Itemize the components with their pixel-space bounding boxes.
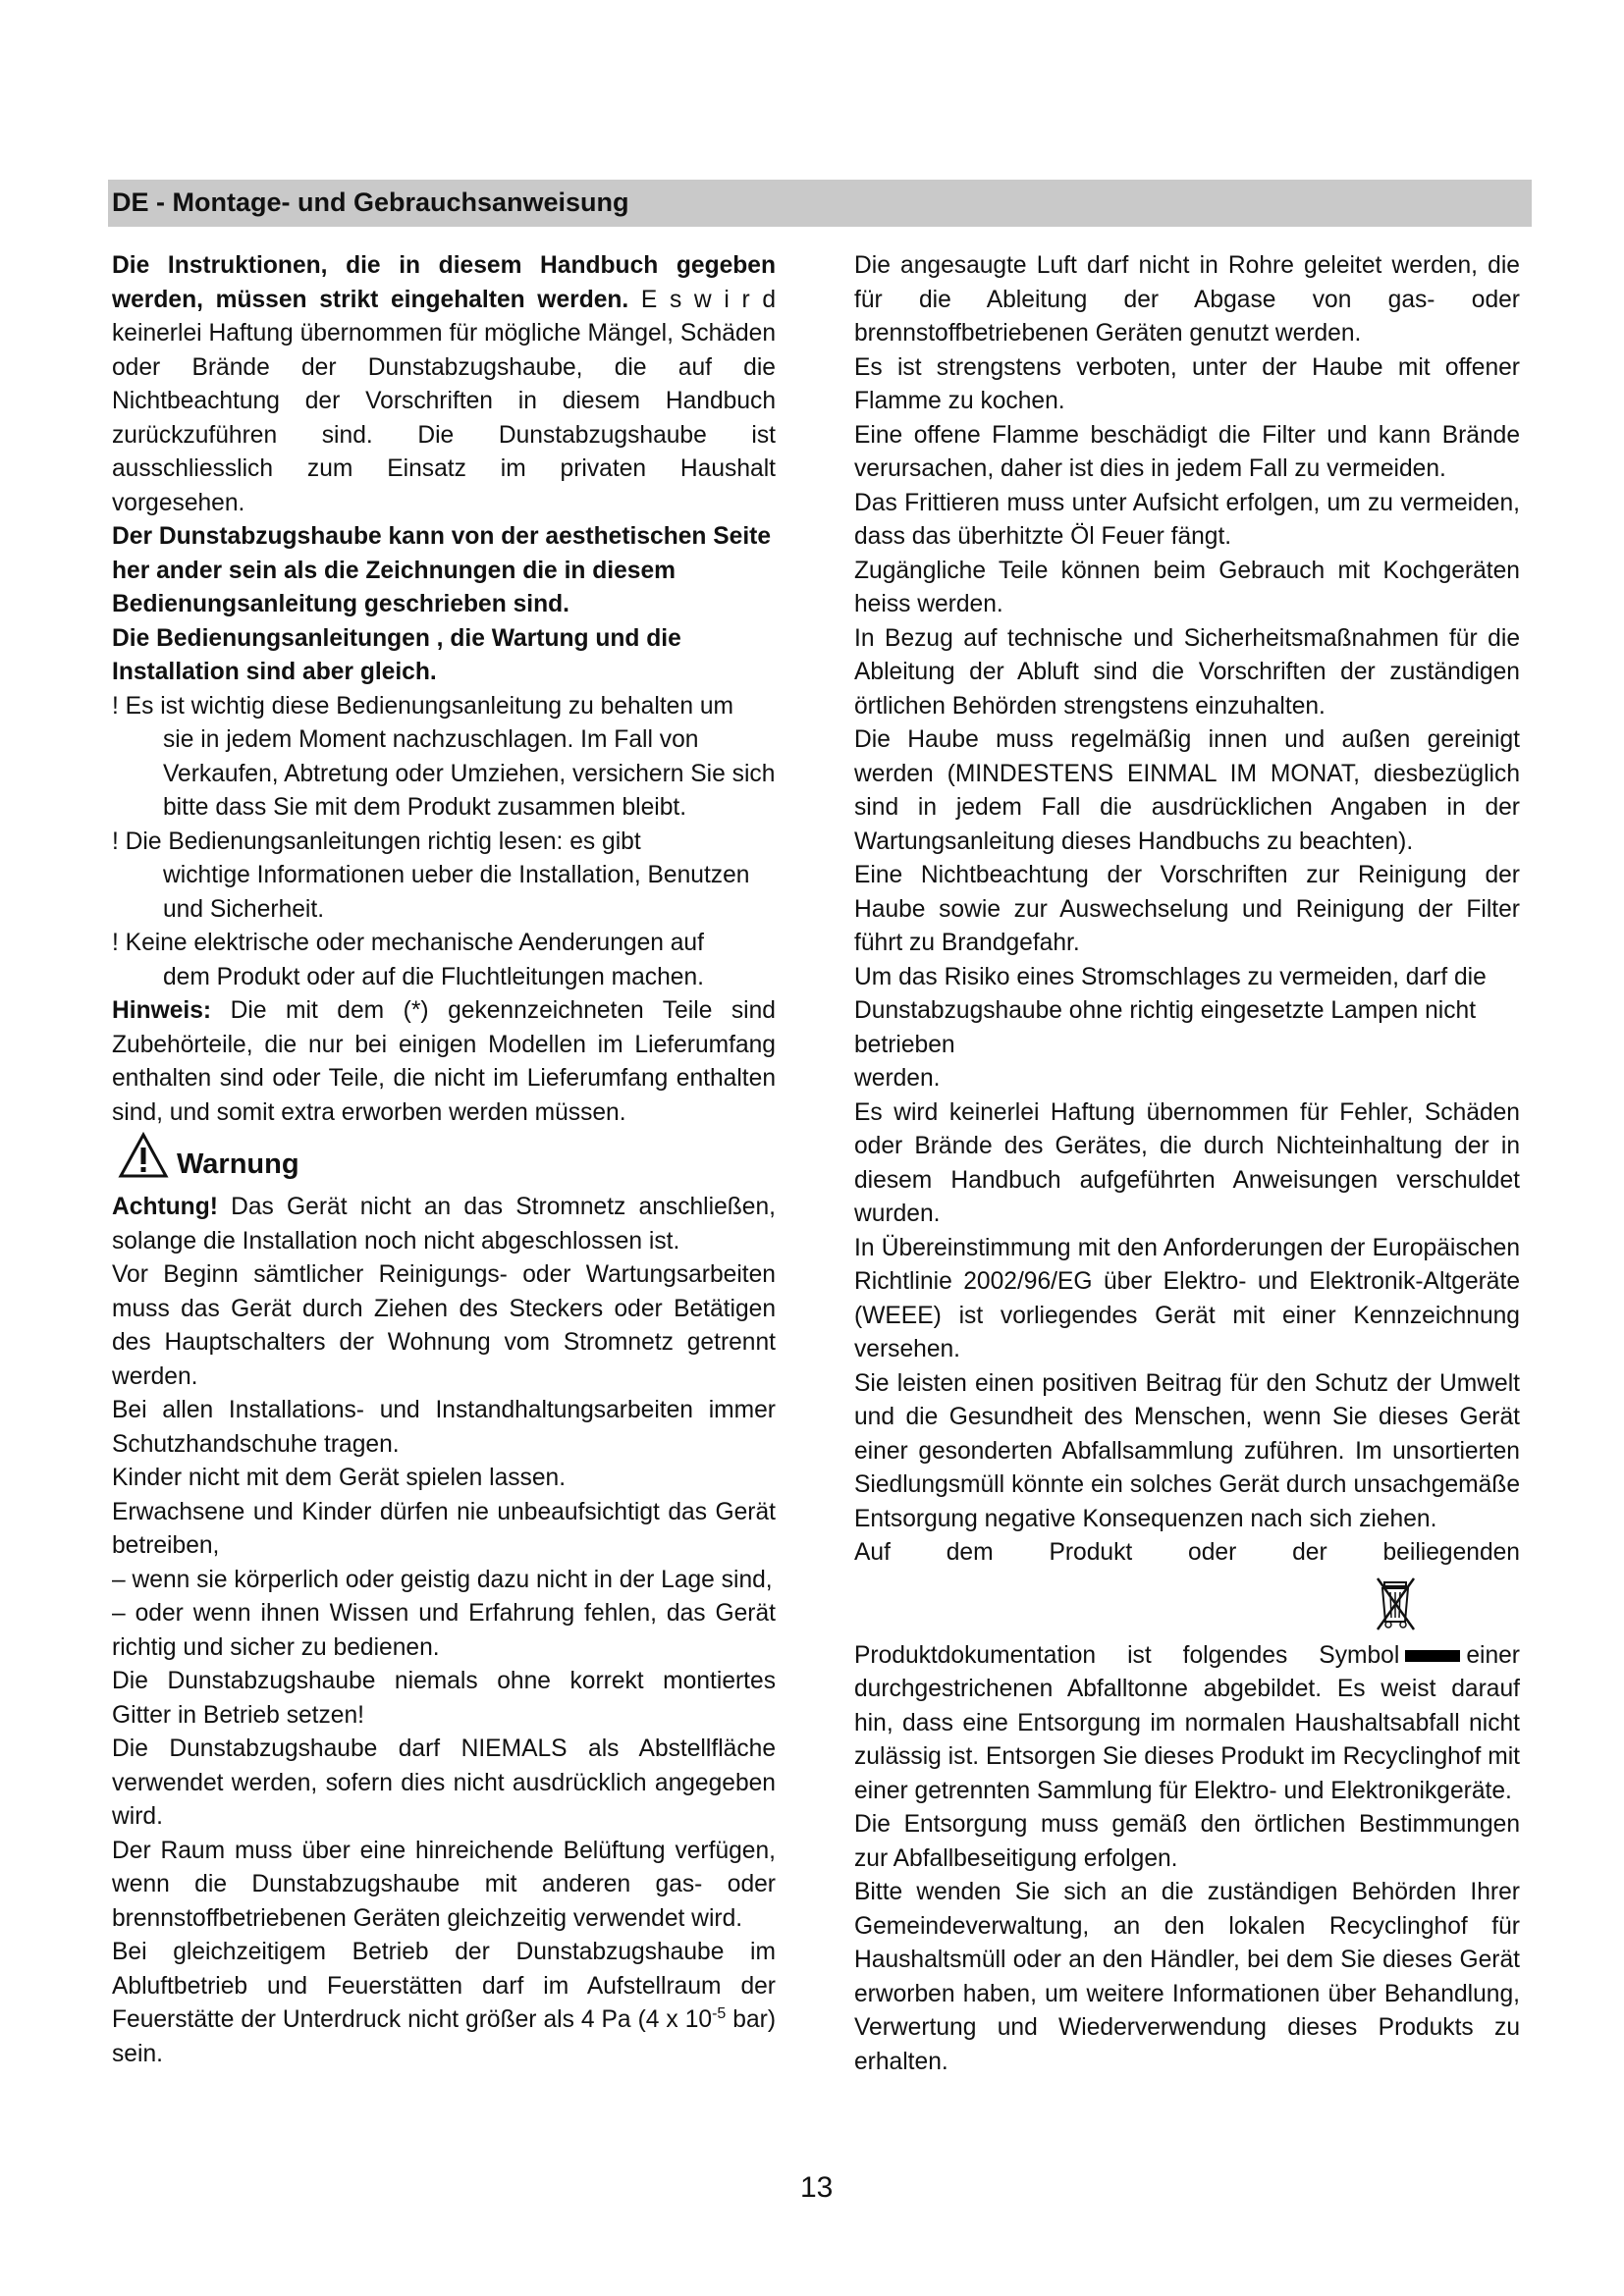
intro-rest: E s w i r d keinerlei Haftung übernommen für mögliche Mängel, Schäden oder Brände der Dunstabzugshaube, die auf die Nichtbeachtung der Vorschriften in diesem Handbuch zurückzuführen sind. Die Dunstabzugshaube ist ausschliesslich zum Einsatz im privaten Haushalt vorgesehen. [112, 286, 776, 516]
bullet-text: dem Produkt oder auf die Fluchtleitungen machen. [163, 963, 704, 990]
bullet-no-modifications [112, 927, 776, 994]
section-header [108, 180, 1532, 227]
environment-paragraph: Sie leisten einen positiven Beitrag für den Schutz der Umwelt und die Gesundheit des Menschen, wenn Sie dieses Gerät einer gesonderten Abfallsammlung zuführen. Im unsortierten Siedlungsmüll könnte ein solches Gerät durch unsachgemäße Entsorgung negative Konsequenzen nach sich ziehen. [854, 1369, 1520, 1532]
symbol-text-a: Produktdokumentation ist folgendes Symbol [854, 1641, 1400, 1669]
symbol-paragraph [854, 1639, 1520, 1809]
note-appearance: Der Dunstabzugshaube kann von der aesthetischen Seite her ander sein als die Zeichnungen die in diesem Bedienungsanleitung geschrieben sind. [112, 523, 772, 617]
regulations-paragraph: In Bezug auf technische und Sicherheitsmaßnahmen für die Ableitung der Abluft sind die Vorschriften der zuständigen örtlichen Behörden strengstens einzuhalten. [854, 624, 1520, 720]
symbol-intro: Auf dem Produkt oder der beiliegenden [854, 1539, 1520, 1566]
intro-bold: Die Instruktionen, die in diesem Handbuch gegeben werden, müssen strikt eingehalten werden. [112, 252, 776, 313]
contact-paragraph: Bitte wenden Sie sich an die zuständigen Behörden Ihrer Gemeindeverwaltung, an den lokalen Recyclinghof für Haushaltsmüll oder an den Händler, bei dem Sie dieses Gerät erworben haben, um weitere Informationen über Behandlung, Verwertung und Wiederverwendung dieses Produkts zu erhalten. [854, 1879, 1520, 2075]
flame-paragraph: Es ist strengstens verboten, unter der Haube mit offener Flamme zu kochen. [854, 353, 1520, 414]
warning-triangle-icon [118, 1132, 169, 1179]
section-title: DE - Montage- und Gebrauchsanweisung [112, 187, 629, 217]
air-paragraph: Die angesaugte Luft darf nicht in Rohre geleitet werden, die für die Ableitung der Abgase von gas- oder brennstoffbetriebenen Geräten genutzt werden. [854, 252, 1520, 347]
disposal-paragraph: Die Entsorgung muss gemäß den örtlichen Bestimmungen zur Abfallbeseitigung erfolgen. [854, 1811, 1520, 1872]
achtung-paragraph [112, 1191, 776, 1258]
surface-paragraph: Die Dunstabzugshaube darf NIEMALS als Abstellfläche verwendet werden, sofern dies nicht ausdrücklich angegeben wird. [112, 1735, 776, 1830]
pressure-exponent: -5 [712, 2004, 727, 2022]
hinweis-paragraph [112, 994, 776, 1130]
accessible-parts-paragraph: Zugängliche Teile können beim Gebrauch mit Kochgeräten heiss werden. [854, 557, 1520, 617]
bullet-text: ! Keine elektrische oder mechanische Aenderungen auf [112, 930, 704, 956]
shock-paragraph: Um das Risiko eines Stromschlages zu vermeiden, darf die Dunstabzugshaube ohne richtig eingesetzte Lampen nicht betrieben [854, 963, 1487, 1058]
bullet-keep-manual [112, 690, 776, 826]
crossed-out-bin-icon [1375, 1573, 1418, 1633]
pressure-paragraph [112, 1936, 776, 2071]
pressure-text-a: Bei gleichzeitigem Betrieb der Dunstabzugshaube im Abluftbetrieb und Feuerstätten darf im Aufstellraum der Feuerstätte der Unterdruck nicht größer als 4 Pa (4 x 10 [112, 1939, 776, 2033]
cleaning-paragraph: Vor Beginn sämtlicher Reinigungs- oder Wartungsarbeiten muss das Gerät durch Ziehen des Steckers oder Betätigen des Hauptschalters der Wohnung vom Stromnetz getrennt werden. [112, 1261, 776, 1390]
achtung-label: Achtung! [112, 1194, 218, 1220]
grid-paragraph: Die Dunstabzugshaube niemals ohne korrekt montiertes Gitter in Betrieb setzen! [112, 1668, 776, 1729]
shock-paragraph-end: werden. [854, 1065, 941, 1092]
bullet-text: sie in jedem Moment nachzuschlagen. Im Fall von Verkaufen, Abtretung oder Umziehen, versichern Sie sich bitte dass Sie mit dem Produkt zusammen bleibt. [163, 726, 776, 821]
bullet-text: ! Die Bedienungsanleitungen richtig lesen: es gibt [112, 828, 641, 855]
bullet-text: wichtige Informationen ueber die Installation, Benutzen und Sicherheit. [163, 862, 750, 923]
bullet-text: ! Es ist wichtig diese Bedienungsanleitung zu behalten um [112, 692, 734, 720]
weee-paragraph: In Übereinstimmung mit den Anforderungen der Europäischen Richtlinie 2002/96/EG über Elektro- und Elektronik-Altgeräte (WEEE) ist vorliegendes Gerät mit einer Kennzeichnung versehen. [854, 1234, 1520, 1362]
pressure-text-b: bar) sein. [112, 2006, 777, 2067]
black-bar-icon [1405, 1650, 1460, 1662]
right-column [854, 249, 1520, 2079]
bullet-read-manual [112, 826, 776, 928]
weee-symbol-area [854, 1571, 1520, 1639]
liability-paragraph: Es wird keinerlei Haftung übernommen für Fehler, Schäden oder Brände des Gerätes, die durch Nichteinhaltung der in diesem Handbuch aufgeführten Anweisungen verschuldet wurden. [854, 1098, 1520, 1227]
gloves-paragraph: Bei allen Installations- und Instandhaltungsarbeiten immer Schutzhandschuhe tragen. [112, 1397, 776, 1458]
frying-paragraph: Das Frittieren muss unter Aufsicht erfolgen, um zu vermeiden, dass das überhitzte Öl Feuer fängt. [854, 489, 1520, 550]
filter-paragraph: Eine offene Flamme beschädigt die Filter und kann Brände verursachen, daher ist dies in jedem Fall zu vermeiden. [854, 421, 1520, 482]
left-column [112, 249, 776, 2071]
hinweis-label: Hinweis: [112, 997, 212, 1024]
symbol-text-b: einer durchgestrichenen Abfalltonne abgebildet. Es weist darauf hin, dass eine Entsorgung im normalen Haushaltsabfall nicht zulässig ist. Entsorgen Sie dieses Produkt im Recyclinghof mit einer getrennten Sammlung für Elektro- und Elektronikgeräte. [854, 1641, 1520, 1804]
fire-risk-paragraph: Eine Nichtbeachtung der Vorschriften zur Reinigung der Haube sowie zur Auswechselung und Reinigung der Filter führt zu Brandgefahr. [854, 862, 1520, 956]
warning-title: Warnung [177, 1148, 299, 1180]
ventilation-paragraph: Der Raum muss über eine hinreichende Belüftung verfügen, wenn die Dunstabzugshaube mit anderen gas- oder brennstoffbetriebenen Geräten gleichzeitig verwendet wird. [112, 1837, 776, 1932]
note-same: Die Bedienungsanleitungen , die Wartung und die Installation sind aber gleich. [112, 624, 681, 685]
warning-heading [112, 1132, 776, 1191]
dash-item-1: – wenn sie körperlich oder geistig dazu nicht in der Lage sind, [112, 1566, 773, 1593]
children-paragraph: Kinder nicht mit dem Gerät spielen lassen. [112, 1465, 567, 1491]
adults-paragraph: Erwachsene und Kinder dürfen nie unbeaufsichtigt das Gerät betreiben, [112, 1498, 776, 1559]
hood-cleaning-paragraph: Die Haube muss regelmäßig innen und außen gereinigt werden (MINDESTENS EINMAL IM MONAT, diesbezüglich sind in jedem Fall die ausdrücklichen Angaben in der Wartungsanleitung dieses Handbuchs zu beachten). [854, 726, 1520, 855]
achtung-text: Das Gerät nicht an das Stromnetz anschließen, solange die Installation noch nicht abgeschlossen ist. [112, 1194, 776, 1255]
page-number: 13 [800, 2171, 834, 2204]
dash-item-2: – oder wenn ihnen Wissen und Erfahrung fehlen, das Gerät richtig und sicher zu bedienen. [112, 1600, 776, 1661]
hinweis-text: Die mit dem (*) gekennzeichneten Teile sind Zubehörteile, die nur bei einigen Modellen im Lieferumfang enthalten sind oder Teile, die nicht im Lieferumfang enthalten sind, und somit extra erworben werden müssen. [112, 997, 776, 1126]
intro-paragraph [112, 249, 776, 520]
